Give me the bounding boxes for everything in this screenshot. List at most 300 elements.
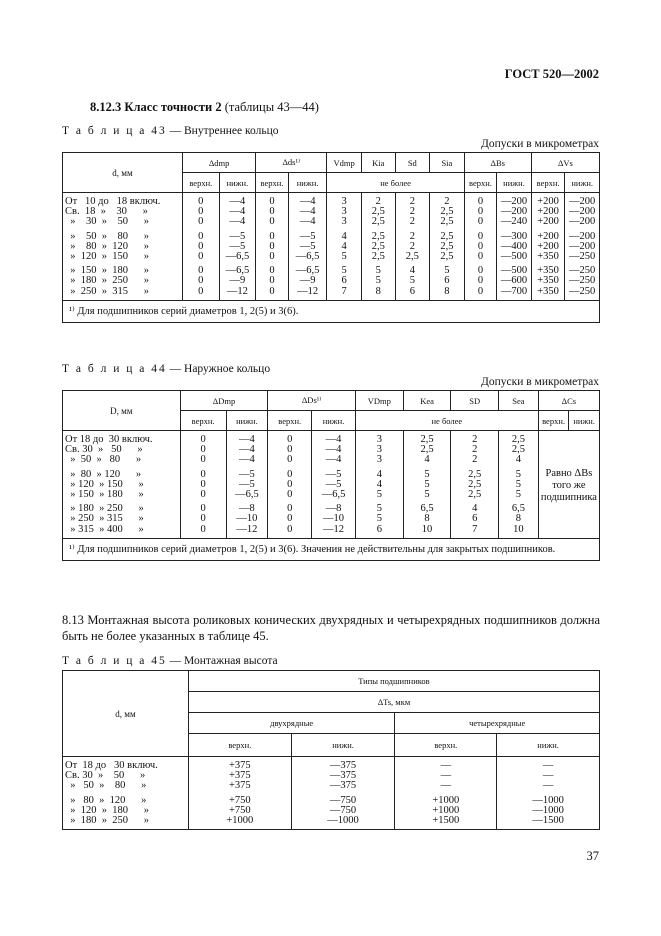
cell-value: —240 (497, 217, 532, 227)
cell-size-range: » 180 » 250 » (63, 500, 181, 514)
cell-value: 0 (256, 262, 289, 276)
cell-size-range: » 50 » 80 » (63, 781, 189, 791)
cell-value: 2,5 (451, 490, 499, 500)
cell-value: 0 (183, 228, 220, 242)
header-delta-Cs: ΔCs (538, 391, 599, 411)
cell-value: +200 (531, 193, 565, 208)
cell-value: 4 (355, 480, 403, 490)
cell-value: —200 (565, 217, 600, 227)
cell-value: +750 (188, 806, 291, 816)
cell-value: — (497, 757, 600, 772)
cell-value: 4 (451, 500, 499, 514)
cell-value: 0 (464, 242, 497, 252)
table-row (63, 287, 600, 301)
cell-value: —1000 (291, 816, 395, 830)
cell-value: 3 (355, 445, 403, 455)
cell-value: —6,5 (288, 262, 327, 276)
cell-value: +1000 (188, 816, 291, 830)
header-d: d, мм (63, 153, 183, 193)
cell-value: 0 (180, 480, 226, 490)
cell-value: 2,5 (395, 252, 430, 262)
cell-value: 0 (180, 500, 226, 514)
cell-value: —4 (312, 445, 356, 455)
cell-value: —12 (226, 525, 268, 539)
cell-value: 2,5 (361, 217, 395, 227)
cell-value: 0 (180, 445, 226, 455)
cell-value: —6,5 (219, 262, 256, 276)
cell-value: —400 (497, 242, 532, 252)
table-45 (62, 670, 600, 830)
cell-value: 8 (361, 287, 395, 301)
cell-value: +750 (188, 792, 291, 806)
header-upper: верхн. (256, 173, 289, 193)
cell-value: 0 (256, 207, 289, 217)
cell-value: 2,5 (499, 445, 539, 455)
paragraph-8-13: 8.13 Монтажная высота роликовых конических двухрядных и четырехрядных подшипников должна быть не более указанных в таблице 45. (62, 613, 600, 643)
cell-value: 6 (430, 276, 465, 286)
table-44-caption: Т а б л и ц а 44 — Наружное кольцо (62, 363, 271, 375)
cell-value: 0 (268, 431, 312, 446)
cell-value: 2 (451, 455, 499, 465)
cell-value: 2 (430, 193, 465, 208)
table-row (63, 455, 600, 465)
page-number: 37 (586, 849, 599, 863)
cell-value: 0 (183, 252, 220, 262)
table-row (63, 500, 600, 514)
cell-value: —10 (312, 514, 356, 524)
cell-value: 2 (395, 242, 430, 252)
cell-value: 2,5 (430, 242, 465, 252)
cell-size-range: Св. 30 » 50 » (63, 445, 181, 455)
header-delta-ds: Δds¹⁾ (256, 153, 327, 173)
cell-value: 0 (268, 455, 312, 465)
cell-size-range: » 50 » 80 » (63, 228, 183, 242)
header-SD: SD (451, 391, 499, 411)
cell-value: 6,5 (499, 500, 539, 514)
cell-value: 0 (464, 252, 497, 262)
cell-size-range: » 80 » 120 » (63, 792, 189, 806)
cell-value: 0 (180, 490, 226, 500)
cell-value: —600 (497, 276, 532, 286)
cell-value: 2,5 (361, 207, 395, 217)
header-delta-bs: ΔBs (464, 153, 531, 173)
cell-value: 0 (180, 466, 226, 480)
cell-value: —6,5 (219, 252, 256, 262)
cell-value: —4 (288, 217, 327, 227)
table-43-body (63, 193, 600, 301)
table-44 (62, 390, 600, 561)
header-delta-dmp: Δdmp (183, 153, 256, 173)
cell-value: —10 (226, 514, 268, 524)
cell-value: 0 (464, 217, 497, 227)
cell-size-range: » 315 » 400 » (63, 525, 181, 539)
cell-size-range: » 120 » 180 » (63, 806, 189, 816)
cell-value: —375 (291, 781, 395, 791)
cell-value: —1000 (497, 792, 600, 806)
table-row (63, 252, 600, 262)
table-43 (62, 152, 600, 323)
table-row (63, 466, 600, 480)
cell-value: +375 (188, 757, 291, 772)
cell-value: —5 (288, 242, 327, 252)
cell-size-range: Св. 30 » 50 » (63, 771, 189, 781)
cell-value: 0 (183, 242, 220, 252)
cell-value: 3 (327, 193, 362, 208)
cell-value: 6 (327, 276, 362, 286)
cell-value: 0 (256, 252, 289, 262)
cell-cs-note: Равно ΔBs того же подшипника (538, 431, 599, 539)
cell-value: —500 (497, 262, 532, 276)
header-kia: Kia (361, 153, 395, 173)
table-row (63, 193, 600, 208)
cell-size-range: » 30 » 50 » (63, 217, 183, 227)
cell-size-range: » 80 » 120 » (63, 466, 181, 480)
cell-value: 5 (395, 276, 430, 286)
cell-value: 2,5 (361, 252, 395, 262)
cell-value: 5 (361, 262, 395, 276)
section-ref: (таблицы 43—44) (224, 100, 319, 114)
cell-size-range: От 18 до 30 включ. (63, 757, 189, 772)
cell-value: 0 (268, 466, 312, 480)
header-lower: нижн. (565, 173, 600, 193)
cell-value: —700 (497, 287, 532, 301)
cell-value: 5 (403, 490, 451, 500)
cell-value: —375 (291, 771, 395, 781)
cell-value: —4 (312, 455, 356, 465)
cell-value: 5 (499, 480, 539, 490)
cell-value: —5 (219, 228, 256, 242)
cell-value: 0 (256, 242, 289, 252)
cell-value: 3 (355, 431, 403, 446)
cell-size-range: » 250 » 315 » (63, 287, 183, 301)
header-sea: Sea (499, 391, 539, 411)
header-lower: нижн. (569, 411, 600, 431)
cell-value: —5 (219, 242, 256, 252)
header-VDmp: VDmp (355, 391, 403, 411)
cell-value: +350 (531, 262, 565, 276)
cell-value: 0 (256, 287, 289, 301)
header-upper: верхн. (395, 734, 497, 757)
cell-value: —375 (291, 757, 395, 772)
cell-value: —4 (219, 193, 256, 208)
cell-value: 7 (451, 525, 499, 539)
header-d: d, мм (63, 671, 189, 757)
cell-value: 0 (183, 217, 220, 227)
cell-size-range: » 120 » 150 » (63, 252, 183, 262)
cell-value: 2,5 (361, 242, 395, 252)
cell-value: 0 (464, 207, 497, 217)
cell-value: — (497, 771, 600, 781)
cell-value: +350 (531, 252, 565, 262)
cell-value: 6 (451, 514, 499, 524)
cell-value: +200 (531, 207, 565, 217)
header-lower: нижн. (288, 173, 327, 193)
cell-value: —250 (565, 262, 600, 276)
cell-value: 3 (327, 217, 362, 227)
cell-size-range: » 120 » 150 » (63, 480, 181, 490)
table-row (63, 217, 600, 227)
cell-value: 4 (403, 455, 451, 465)
header-delta-Ds: ΔDs¹⁾ (268, 391, 356, 411)
cell-value: 0 (268, 480, 312, 490)
header-D: D, мм (63, 391, 181, 431)
table-row (63, 490, 600, 500)
header-upper: верхн. (538, 411, 569, 431)
header-no-more: не более (327, 173, 464, 193)
cell-value: —5 (312, 480, 356, 490)
cell-value: 0 (464, 276, 497, 286)
document-code: ГОСТ 520—2002 (504, 67, 599, 81)
table-44-footnote: ¹⁾ Для подшипников серий диаметров 1, 2(5) и 3(6). Значения не действительны для закрытых подшипников. (63, 538, 600, 560)
table-row (63, 781, 600, 791)
header-delta-ts: ΔTs, мкм (188, 692, 599, 713)
cell-value: 2 (395, 228, 430, 242)
cell-value: 0 (180, 431, 226, 446)
cell-value: —5 (312, 466, 356, 480)
cell-value: 2,5 (403, 445, 451, 455)
cell-value: 5 (361, 276, 395, 286)
header-lower: нижн. (226, 411, 268, 431)
cell-value: —1000 (497, 806, 600, 816)
cell-value: +1000 (395, 806, 497, 816)
cell-value: 7 (327, 287, 362, 301)
cell-value: 5 (327, 252, 362, 262)
cell-value: —5 (226, 480, 268, 490)
cell-value: —4 (288, 193, 327, 208)
cell-value: 5 (499, 466, 539, 480)
header-double-row: двухрядные (188, 713, 395, 734)
cell-size-range: От 10 до 18 включ. (63, 193, 183, 208)
cell-value: 0 (183, 262, 220, 276)
cell-value: —4 (226, 431, 268, 446)
cell-value: 3 (327, 207, 362, 217)
header-upper: верхн. (268, 411, 312, 431)
cell-value: 0 (183, 207, 220, 217)
cell-value: 0 (256, 228, 289, 242)
cell-value: 2 (395, 193, 430, 208)
table-45-caption: Т а б л и ц а 45 — Монтажная высота (62, 655, 278, 667)
cell-value: —9 (219, 276, 256, 286)
header-lower: нижн. (291, 734, 395, 757)
header-types: Типы подшипников (188, 671, 599, 692)
cell-value: 5 (327, 262, 362, 276)
cell-value: —4 (226, 445, 268, 455)
cell-size-range: » 150 » 180 » (63, 262, 183, 276)
cell-value: —4 (312, 431, 356, 446)
cell-value: 5 (355, 514, 403, 524)
cell-value: 0 (180, 525, 226, 539)
table-44-units: Допуски в микрометрах (481, 376, 599, 388)
cell-value: —12 (288, 287, 327, 301)
cell-value: +200 (531, 242, 565, 252)
cell-value: —200 (497, 207, 532, 217)
header-upper: верхн. (188, 734, 291, 757)
cell-value: 0 (180, 514, 226, 524)
table-row (63, 525, 600, 539)
cell-value: 0 (268, 514, 312, 524)
header-upper: верхн. (464, 173, 497, 193)
cell-value: 5 (499, 490, 539, 500)
table-row (63, 262, 600, 276)
cell-value: 0 (256, 217, 289, 227)
table-43-footnote: ¹⁾ Для подшипников серий диаметров 1, 2(5) и 3(6). (63, 300, 600, 322)
cell-value: 8 (499, 514, 539, 524)
table-43-units: Допуски в микрометрах (481, 138, 599, 150)
cell-value: 2 (451, 445, 499, 455)
cell-value: —500 (497, 252, 532, 262)
cell-value: 5 (430, 262, 465, 276)
cell-value: 5 (403, 466, 451, 480)
cell-value: 0 (268, 490, 312, 500)
cell-value: 2 (395, 217, 430, 227)
cell-value: —250 (565, 252, 600, 262)
cell-value: 4 (499, 455, 539, 465)
cell-value: 6 (355, 525, 403, 539)
cell-value: 2,5 (451, 480, 499, 490)
header-vdmp: Vdmp (327, 153, 362, 173)
cell-value: 2,5 (499, 431, 539, 446)
cell-value: — (497, 781, 600, 791)
cell-value: —12 (219, 287, 256, 301)
cell-value: —200 (565, 242, 600, 252)
cell-value: —6,5 (288, 252, 327, 262)
cell-value: 8 (403, 514, 451, 524)
cell-value: 4 (327, 228, 362, 242)
header-upper: верхн. (531, 173, 565, 193)
cell-value: 5 (355, 500, 403, 514)
cell-value: 3 (355, 455, 403, 465)
cell-value: 0 (464, 228, 497, 242)
table-row (63, 816, 600, 830)
cell-value: 2 (395, 207, 430, 217)
header-lower: нижн. (497, 734, 600, 757)
header-delta-Dmp: ΔDmp (180, 391, 268, 411)
cell-value: +1000 (395, 792, 497, 806)
header-kea: Kea (403, 391, 451, 411)
cell-value: 2 (451, 431, 499, 446)
cell-value: — (395, 781, 497, 791)
cell-value: —4 (219, 217, 256, 227)
cell-value: 4 (327, 242, 362, 252)
cell-value: +375 (188, 781, 291, 791)
cell-value: 0 (464, 287, 497, 301)
cell-value: —8 (312, 500, 356, 514)
cell-value: 2,5 (430, 217, 465, 227)
cell-value: — (395, 757, 497, 772)
cell-value: —5 (226, 466, 268, 480)
cell-value: +1500 (395, 816, 497, 830)
cell-value: 2,5 (430, 252, 465, 262)
cell-value: —200 (565, 193, 600, 208)
header-lower: нижн. (312, 411, 356, 431)
section-number: 8.12.3 (90, 100, 122, 114)
cell-value: 10 (499, 525, 539, 539)
cell-size-range: » 180 » 250 » (63, 276, 183, 286)
cell-value: 2,5 (430, 228, 465, 242)
cell-value: 2,5 (361, 228, 395, 242)
header-sia: Sia (430, 153, 465, 173)
cell-value: —4 (226, 455, 268, 465)
table-row (63, 792, 600, 806)
table-44-body (63, 431, 600, 539)
header-four-row: четырехрядные (395, 713, 600, 734)
section-title: Класс точности 2 (124, 100, 222, 114)
cell-value: 5 (355, 490, 403, 500)
cell-size-range: » 50 » 80 » (63, 455, 181, 465)
cell-value: 8 (430, 287, 465, 301)
cell-value: +200 (531, 228, 565, 242)
header-upper: верхн. (180, 411, 226, 431)
cell-value: — (395, 771, 497, 781)
header-upper: верхн. (183, 173, 220, 193)
cell-value: 0 (183, 287, 220, 301)
header-lower: нижн. (497, 173, 532, 193)
cell-value: 6,5 (403, 500, 451, 514)
header-sd: Sd (395, 153, 430, 173)
cell-value: 0 (183, 276, 220, 286)
cell-size-range: Св. 18 » 30 » (63, 207, 183, 217)
cell-value: 4 (355, 466, 403, 480)
cell-size-range: От 18 до 30 включ. (63, 431, 181, 446)
cell-size-range: » 150 » 180 » (63, 490, 181, 500)
cell-value: 2,5 (451, 466, 499, 480)
cell-value: +200 (531, 217, 565, 227)
cell-value: 2,5 (403, 431, 451, 446)
cell-value: 0 (180, 455, 226, 465)
cell-size-range: » 180 » 250 » (63, 816, 189, 830)
cell-value: —9 (288, 276, 327, 286)
cell-value: 0 (464, 262, 497, 276)
cell-value: —6,5 (226, 490, 268, 500)
cell-value: 0 (256, 276, 289, 286)
cell-value: —750 (291, 792, 395, 806)
cell-value: —200 (565, 228, 600, 242)
table-row (63, 228, 600, 242)
cell-value: 6 (395, 287, 430, 301)
table-row (63, 431, 600, 446)
cell-value: +350 (531, 287, 565, 301)
cell-value: 0 (256, 193, 289, 208)
cell-value: —12 (312, 525, 356, 539)
cell-size-range: » 250 » 315 » (63, 514, 181, 524)
cell-value: —750 (291, 806, 395, 816)
cell-value: 2 (361, 193, 395, 208)
cell-value: —250 (565, 287, 600, 301)
cell-value: +375 (188, 771, 291, 781)
cell-value: 0 (268, 500, 312, 514)
cell-value: 2,5 (430, 207, 465, 217)
cell-size-range: » 80 » 120 » (63, 242, 183, 252)
cell-value: 0 (464, 193, 497, 208)
cell-value: —200 (565, 207, 600, 217)
cell-value: 4 (395, 262, 430, 276)
cell-value: —5 (288, 228, 327, 242)
cell-value: 0 (268, 525, 312, 539)
cell-value: 0 (268, 445, 312, 455)
cell-value: —6,5 (312, 490, 356, 500)
header-no-more: не более (355, 411, 538, 431)
cell-value: —300 (497, 228, 532, 242)
section-heading (90, 100, 319, 115)
cell-value: —250 (565, 276, 600, 286)
table-45-body (63, 757, 600, 830)
cell-value: —8 (226, 500, 268, 514)
cell-value: 10 (403, 525, 451, 539)
cell-value: +350 (531, 276, 565, 286)
cell-value: —4 (288, 207, 327, 217)
header-delta-vs: ΔVs (531, 153, 599, 173)
cell-value: —4 (219, 207, 256, 217)
